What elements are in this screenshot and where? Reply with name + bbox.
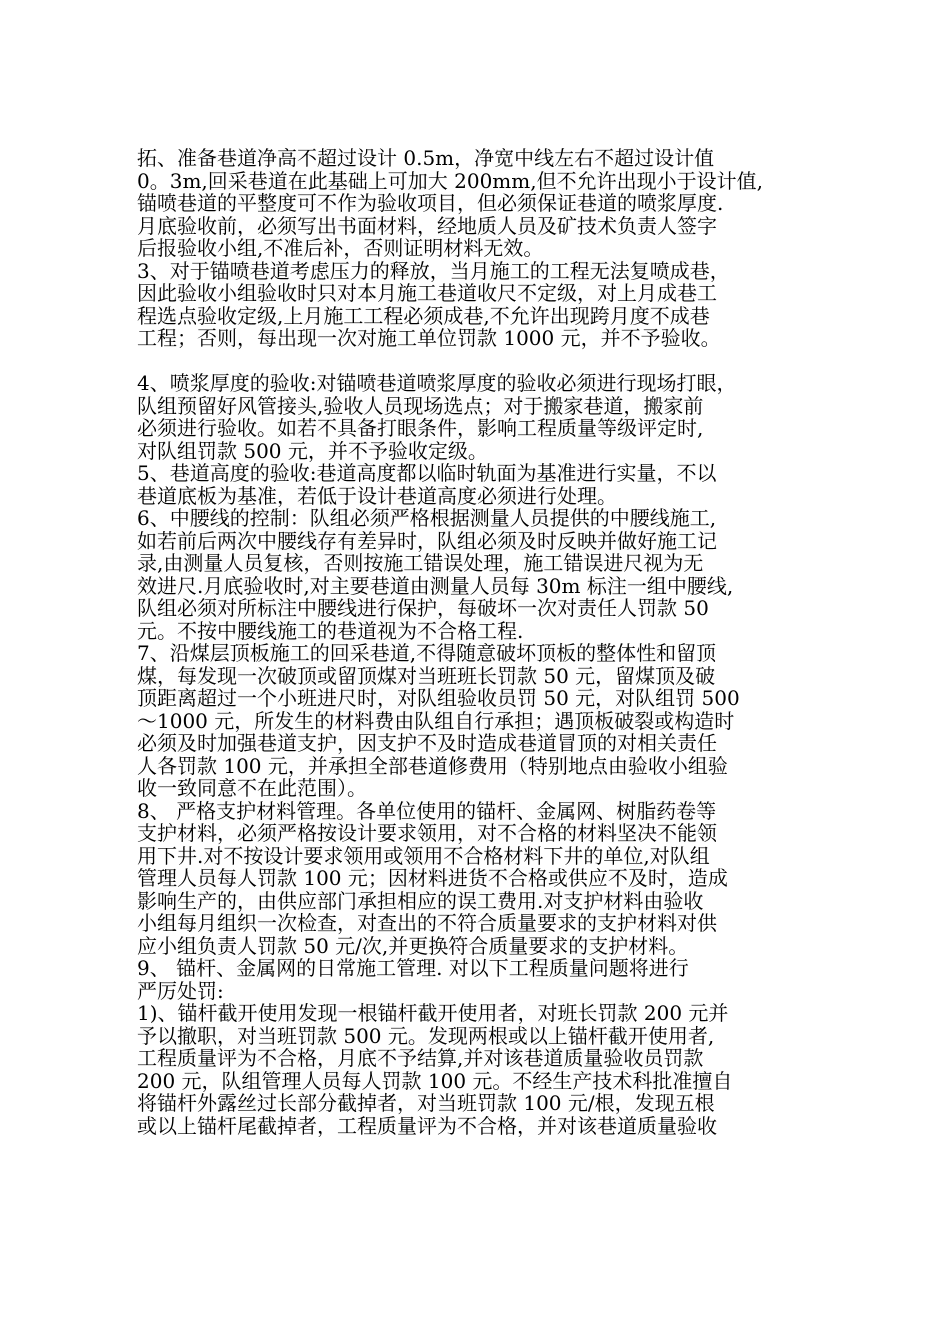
text-line: 录,由测量人员复核，否则按施工错误处理，施工错误进尺视为无 xyxy=(137,552,704,575)
text-line: 锚喷巷道的平整度可不作为验收项目，但必须保证巷道的喷浆厚度. xyxy=(137,192,724,215)
text-line: 严厉处罚: xyxy=(137,979,224,1002)
text-line: 支护材料，必须严格按设计要求领用，对不合格的材料坚决不能领 xyxy=(137,822,717,845)
text-line: 6、中腰线的控制：队组必须严格根据测量人员提供的中腰线施工, xyxy=(137,507,717,530)
document-body xyxy=(137,147,837,1137)
text-line: 应小组负责人罚款 50 元/次,并更换符合质量要求的支护材料。 xyxy=(137,934,689,957)
text-line: 因此验收小组验收时只对本月施工巷道收尺不定级，对上月成巷工 xyxy=(137,282,717,305)
text-line: 3、对于锚喷巷道考虑压力的释放，当月施工的工程无法复喷成巷， xyxy=(137,259,730,282)
text-line: 工程质量评为不合格，月底不予结算,并对该巷道质量验收员罚款 xyxy=(137,1047,704,1070)
text-line: 200 元，队组管理人员每人罚款 100 元。不经生产技术科批准擅自 xyxy=(137,1069,733,1092)
text-line: 管理人员每人罚款 100 元；因材料进货不合格或供应不及时，造成 xyxy=(137,867,728,890)
text-line: 拓、准备巷道净高不超过设计 0.5m，净宽中线左右不超过设计值 xyxy=(137,147,715,170)
text-line: 9、 锚杆、金属网的日常施工管理. 对以下工程质量问题将进行 xyxy=(137,957,689,980)
text-line: 影响生产的，由供应部门承担相应的误工费用.对支护材料由验收 xyxy=(137,889,704,912)
text-line: 或以上锚杆尾截掉者，工程质量评为不合格，并对该巷道质量验收 xyxy=(137,1114,717,1137)
text-line: 效进尺.月底验收时,对主要巷道由测量人员每 30m 标注一组中腰线, xyxy=(137,574,734,597)
text-line: 对队组罚款 500 元，并不予验收定级。 xyxy=(137,439,488,462)
text-line: 0。3m,回采巷道在此基础上可加大 200mm,但不允许出现小于设计值, xyxy=(137,169,763,192)
text-line: 顶距离超过一个小班进尺时，对队组验收员罚 50 元，对队组罚 500 xyxy=(137,687,740,710)
text-line: 后报验收小组,不准后补，否则证明材料无效。 xyxy=(137,237,544,260)
text-line: 队组必须对所标注中腰线进行保护，每破坏一次对责任人罚款 50 xyxy=(137,597,709,620)
text-line: 队组预留好风管接头,验收人员现场选点；对于搬家巷道，搬家前 xyxy=(137,394,704,417)
text-line: 5、巷道高度的验收:巷道高度都以临时轨面为基准进行实量，不以 xyxy=(137,462,717,485)
text-line: 8、 严格支护材料管理。各单位使用的锚杆、金属网、树脂药卷等 xyxy=(137,799,717,822)
text-line: 4、喷浆厚度的验收:对锚喷巷道喷浆厚度的验收必须进行现场打眼， xyxy=(137,372,737,395)
text-line: 月底验收前，必须写出书面材料，经地质人员及矿技术负责人签字 xyxy=(137,214,717,237)
text-line: 人各罚款 100 元，并承担全部巷道修费用（特别地点由验收小组验 xyxy=(137,754,728,777)
text-line: 用下井.对不按设计要求领用或领用不合格材料下井的单位,对队组 xyxy=(137,844,710,867)
text-line: 予以撤职，对当班罚款 500 元。发现两根或以上锚杆截开使用者, xyxy=(137,1024,715,1047)
text-line: 7、沿煤层顶板施工的回采巷道,不得随意破坏顶板的整体性和留顶 xyxy=(137,642,717,665)
paragraph-spacer xyxy=(137,350,837,373)
text-line: 必须及时加强巷道支护，因支护不及时造成巷道冒顶的对相关责任 xyxy=(137,732,717,755)
text-line: 将锚杆外露丝过长部分截掉者，对当班罚款 100 元/根，发现五根 xyxy=(137,1092,715,1115)
text-line: 收一致同意不在此范围）。 xyxy=(137,777,367,800)
text-line: 1)、锚杆截开使用发现一根锚杆截开使用者，对班长罚款 200 元并 xyxy=(137,1002,729,1025)
text-line: 巷道底板为基准，若低于设计巷道高度必须进行处理。 xyxy=(137,484,617,507)
text-line: 元。不按中腰线施工的巷道视为不合格工程. xyxy=(137,619,524,642)
text-line: ～1000 元，所发生的材料费由队组自行承担；遇顶板破裂或构造时 xyxy=(137,709,735,732)
text-line: 煤，每发现一次破顶或留顶煤对当班班长罚款 50 元，留煤顶及破 xyxy=(137,664,716,687)
text-line: 程选点验收定级,上月施工工程必须成巷,不允许出现跨月度不成巷 xyxy=(137,304,710,327)
text-line: 小组每月组织一次检查，对查出的不符合质量要求的支护材料对供 xyxy=(137,912,717,935)
text-line: 必须进行验收。如若不具备打眼条件，影响工程质量等级评定时, xyxy=(137,417,704,440)
text-line: 工程；否则，每出现一次对施工单位罚款 1000 元，并不予验收。 xyxy=(137,327,721,350)
text-line: 如若前后两次中腰线存有差异时，队组必须及时反映并做好施工记 xyxy=(137,529,717,552)
